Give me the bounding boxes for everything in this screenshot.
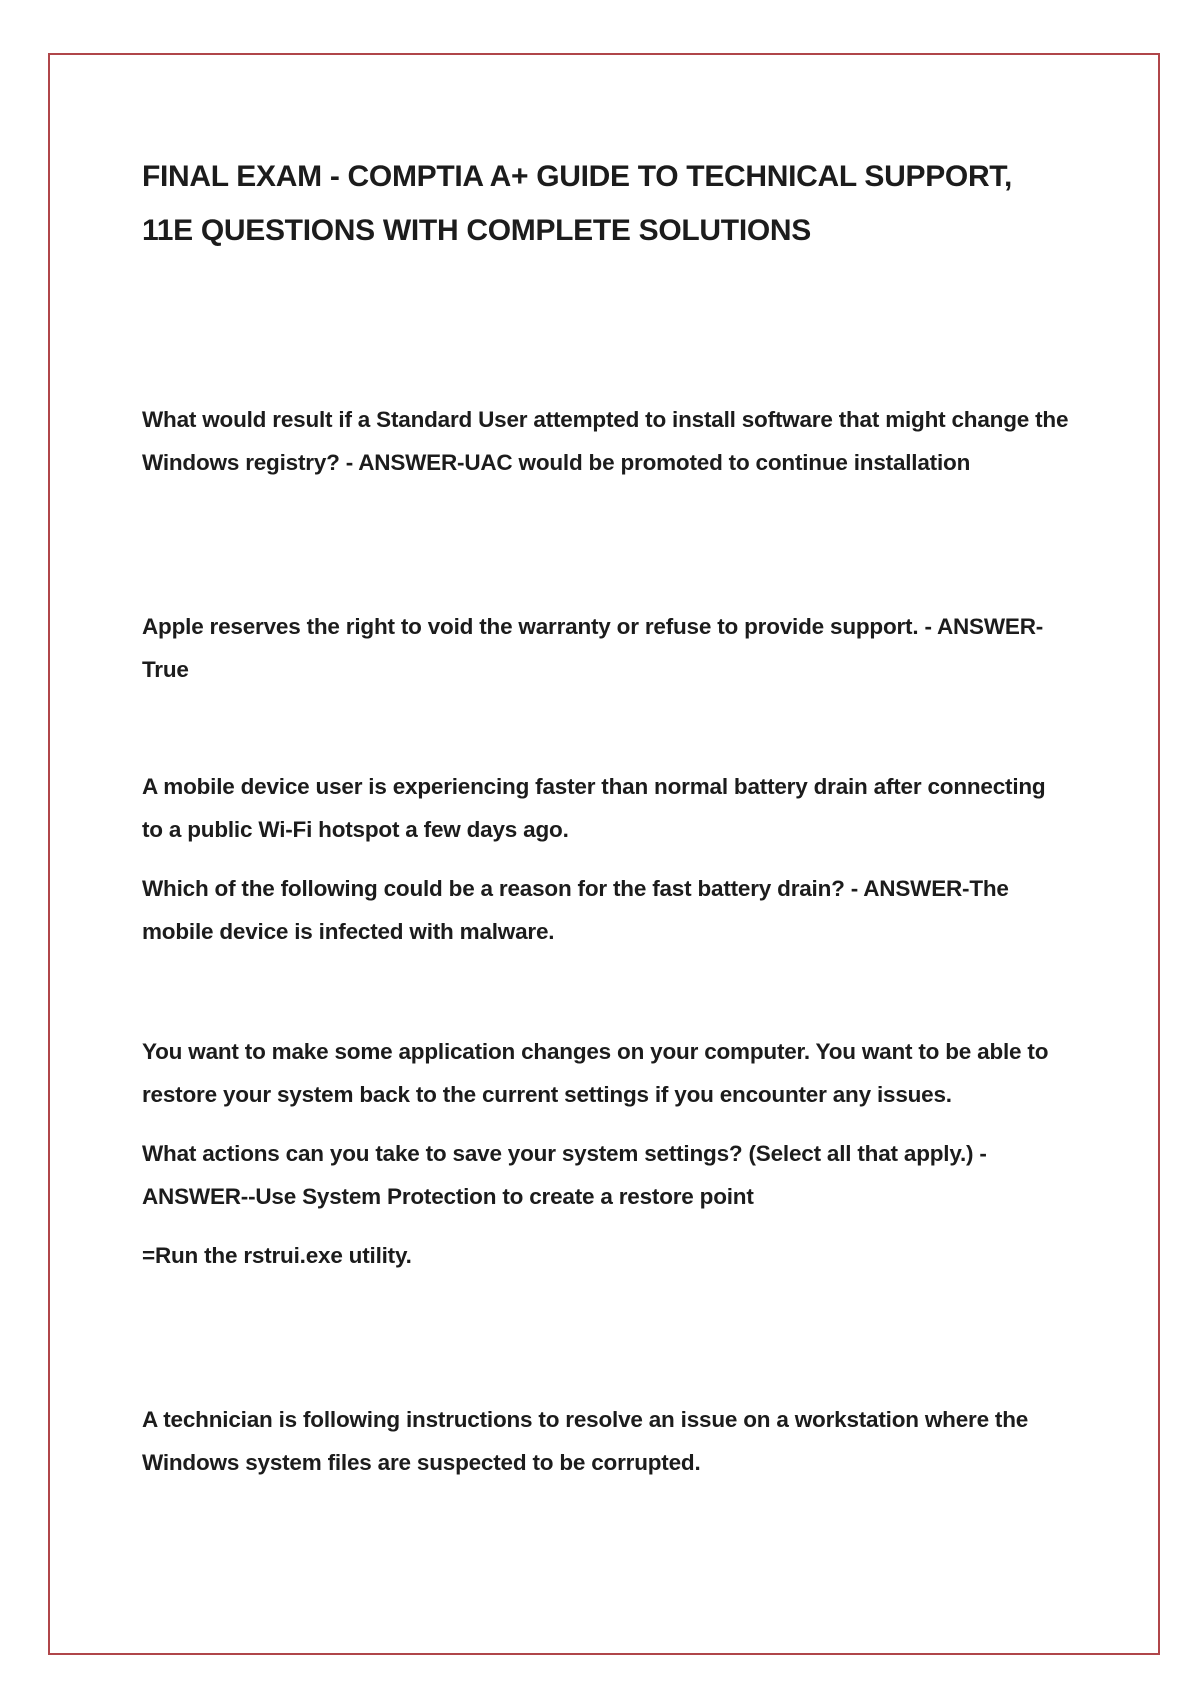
document-title (142, 150, 1072, 258)
qa-paragraph: =Run the rstrui.exe utility. (142, 1243, 412, 1268)
qa-paragraph: Which of the following could be a reason for the fast battery drain? - ANSWER-The mobile device is infected with malware. (142, 876, 1009, 944)
qa-paragraph: What actions can you take to save your system settings? (Select all that apply.) - ANSWER--Use System Protection to create a restore point (142, 1141, 987, 1209)
document-header (142, 150, 1072, 258)
title-line-2: 11E QUESTIONS WITH COMPLETE SOLUTIONS (142, 214, 811, 247)
qa-item-2 (142, 605, 1072, 691)
qa-item-1 (142, 398, 1072, 484)
qa-paragraph: A technician is following instructions to resolve an issue on a workstation where the Windows system files are suspected to be corrupted. (142, 1407, 1029, 1475)
title-line-1: FINAL EXAM - COMPTIA A+ GUIDE TO TECHNICAL SUPPORT, (142, 160, 1013, 193)
qa-item-3 (142, 765, 1072, 953)
qa-paragraph: What would result if a Standard User attempted to install software that might change the Windows registry? - ANSWER-UAC would be promoted to continue installation (142, 407, 1069, 475)
qa-paragraph: Apple reserves the right to void the warranty or refuse to provide support. - ANSWER-True (142, 614, 1044, 682)
qa-item-4 (142, 1030, 1072, 1277)
qa-item-5 (142, 1398, 1072, 1484)
qa-paragraph: You want to make some application changes on your computer. You want to be able to restore your system back to the current settings if you encounter any issues. (142, 1039, 1049, 1107)
qa-paragraph: A mobile device user is experiencing faster than normal battery drain after connecting to a public Wi-Fi hotspot a few days ago. (142, 774, 1046, 842)
